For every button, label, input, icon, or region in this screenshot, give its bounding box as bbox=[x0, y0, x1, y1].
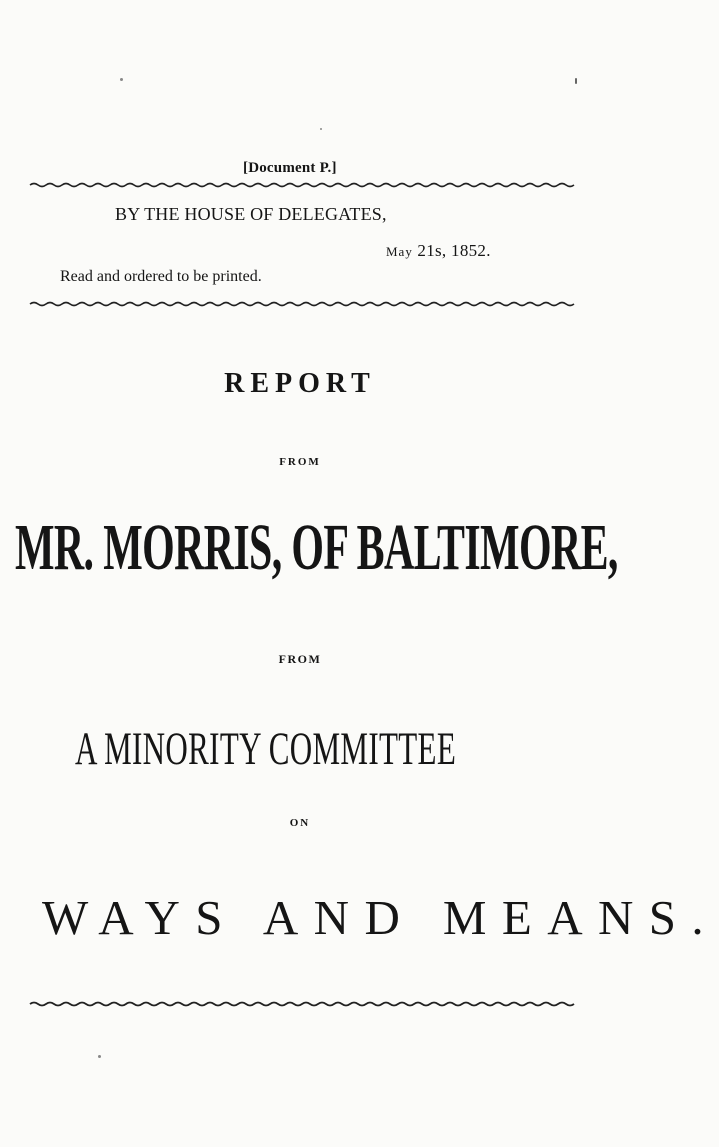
document-label: [Document P.] bbox=[243, 160, 337, 176]
paper-speck bbox=[98, 1055, 101, 1058]
subject-heading: WAYS AND MEANS. bbox=[42, 890, 719, 945]
on-label: ON bbox=[289, 817, 311, 829]
committee-heading: A MINORITY COMMITTEE bbox=[75, 723, 457, 775]
paper-speck bbox=[120, 78, 123, 81]
report-heading: REPORT bbox=[224, 368, 376, 399]
date-month: May bbox=[386, 244, 413, 259]
paper-speck bbox=[575, 78, 577, 84]
date-line bbox=[386, 241, 491, 261]
from-label-2: FROM bbox=[278, 652, 322, 666]
top-wavy-rule bbox=[30, 181, 570, 189]
date-rest: 21s, 1852. bbox=[417, 241, 491, 260]
from-label-1: FROM bbox=[279, 456, 321, 468]
author-heading: MR. MORRIS, OF BALTIMORE, bbox=[15, 511, 618, 584]
house-of-delegates-line: BY THE HOUSE OF DELEGATES, bbox=[115, 204, 387, 224]
paper-speck bbox=[320, 128, 322, 130]
middle-wavy-rule bbox=[30, 300, 570, 308]
bottom-wavy-rule bbox=[30, 1000, 570, 1008]
read-and-ordered-line: Read and ordered to be printed. bbox=[60, 268, 262, 285]
